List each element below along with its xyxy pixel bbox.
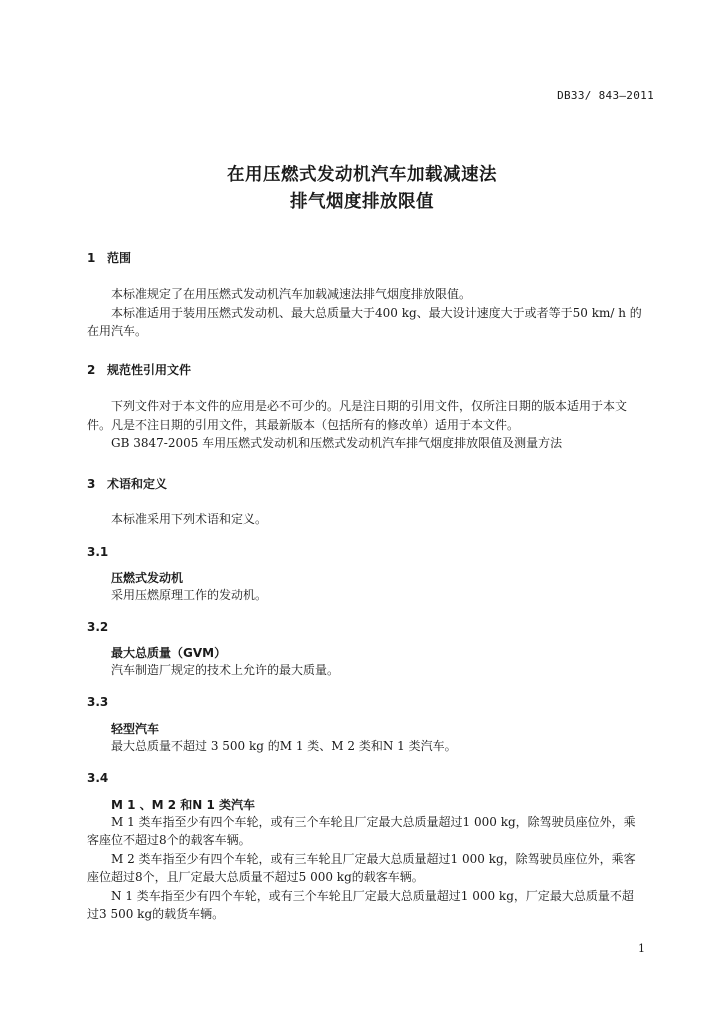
paragraph: 本标准规定了在用压燃式发动机汽车加载减速法排气烟度排放限值。 — [111, 287, 472, 301]
section-3-heading — [87, 475, 167, 492]
title-line-2: 排气烟度排放限值 — [290, 192, 434, 212]
term-definition-continuation: 过3 500 kg的载货车辆。 — [87, 907, 225, 921]
term-title: 轻型汽车 — [111, 722, 160, 736]
section-number: 2 — [87, 363, 96, 377]
subsection-number: 3.1 — [87, 545, 109, 559]
document-number: DB33/ 843—2011 — [557, 89, 654, 102]
paragraph: 本标准采用下列术语和定义。 — [111, 512, 268, 526]
term-title: M 1 、M 2 和N 1 类汽车 — [111, 798, 256, 812]
section-title: 规范性引用文件 — [107, 363, 192, 377]
paragraph-continuation: 件。凡是不注日期的引用文件，其最新版本（包括所有的修改单）适用于本文件。 — [87, 418, 520, 432]
term-definition: 最大总质量不超过 3 500 kg 的M 1 类、M 2 类和N 1 类汽车。 — [111, 739, 457, 753]
page-number: 1 — [638, 942, 645, 955]
subsection-number: 3.3 — [87, 695, 109, 709]
term-definition-continuation: 客座位不超过8个的载客车辆。 — [87, 833, 251, 847]
section-2-heading — [87, 361, 191, 378]
section-title: 范围 — [107, 251, 132, 265]
paragraph: 本标准适用于装用压燃式发动机、最大总质量大于400 kg、最大设计速度大于或者等于50 km/ h 的 — [111, 306, 642, 320]
term-definition: M 1 类车指至少有四个车轮，或有三个车轮且厂定最大总质量超过1 000 kg，除驾驶员座位外，乘 — [111, 815, 636, 829]
term-definition: 采用压燃原理工作的发动机。 — [111, 588, 268, 602]
paragraph-continuation: 在用汽车。 — [87, 324, 148, 338]
section-title: 术语和定义 — [107, 477, 168, 491]
title-line-1: 在用压燃式发动机汽车加载减速法 — [227, 165, 497, 185]
term-title: 压燃式发动机 — [111, 571, 184, 585]
subsection-number: 3.2 — [87, 620, 109, 634]
subsection-number: 3.4 — [87, 771, 109, 785]
term-title: 最大总质量（GVM） — [111, 646, 227, 660]
section-1-heading — [87, 249, 131, 266]
term-definition: 汽车制造厂规定的技术上允许的最大质量。 — [111, 663, 340, 677]
section-number: 1 — [87, 251, 96, 265]
section-number: 3 — [87, 477, 96, 491]
term-definition: N 1 类车指至少有四个车轮，或有三个车轮且厂定最大总质量超过1 000 kg，厂定最大总质量不超 — [111, 889, 634, 903]
paragraph: 下列文件对于本文件的应用是必不可少的。凡是注日期的引用文件，仅所注日期的版本适用于本文 — [111, 399, 628, 413]
term-definition: M 2 类车指至少有四个车轮，或有三车轮且厂定最大总质量超过1 000 kg，除驾驶员座位外，乘客 — [111, 852, 636, 866]
term-definition-continuation: 座位超过8个，且厂定最大总质量不超过5 000 kg的载客车辆。 — [87, 870, 424, 884]
reference-item: GB 3847-2005 车用压燃式发动机和压燃式发动机汽车排气烟度排放限值及测量方法 — [111, 436, 563, 450]
